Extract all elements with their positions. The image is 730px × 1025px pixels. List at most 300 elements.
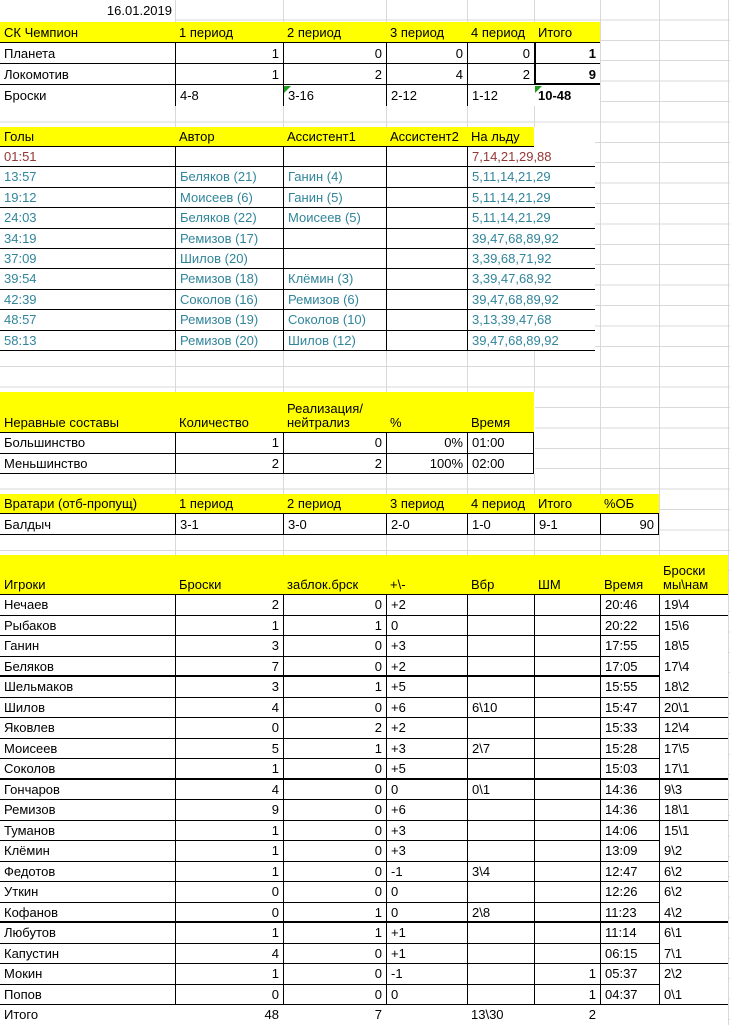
cell[interactable] — [467, 677, 534, 698]
cell[interactable]: 7\1 — [659, 944, 728, 965]
goal-time-cell[interactable]: 42:39 — [0, 290, 175, 310]
table-row — [0, 64, 600, 85]
cell[interactable] — [467, 964, 534, 985]
cell[interactable]: 0 — [283, 985, 386, 1006]
goal-time-cell[interactable]: 37:09 — [0, 249, 175, 269]
assist2-cell[interactable] — [386, 310, 467, 330]
player-name-cell[interactable]: Рыбаков — [0, 616, 175, 637]
cell[interactable]: 9-1 — [534, 514, 600, 535]
cell[interactable] — [467, 841, 534, 862]
cell[interactable]: 100% — [386, 454, 467, 475]
cell[interactable]: +6 — [386, 698, 467, 719]
table-row — [0, 595, 728, 616]
cell[interactable]: -1 — [386, 964, 467, 985]
cell[interactable]: 02:00 — [467, 454, 534, 475]
total-cell[interactable]: Итого — [4, 1007, 39, 1022]
cell[interactable]: 15:28 — [600, 739, 659, 760]
assist1-cell[interactable]: Ремизов (6) — [283, 290, 386, 310]
assist2-cell[interactable] — [386, 229, 467, 249]
header-cell[interactable]: Ассистент1 — [283, 127, 386, 147]
player-name-cell[interactable]: Попов — [0, 985, 175, 1006]
goal-time-cell[interactable]: 39:54 — [0, 269, 175, 289]
cell[interactable]: 0\1 — [467, 780, 534, 801]
player-name-cell[interactable]: Мокин — [0, 964, 175, 985]
date-cell[interactable]: 16.01.2019 — [0, 1, 175, 21]
cell[interactable] — [467, 923, 534, 944]
cell[interactable]: 1 — [283, 923, 386, 944]
cell[interactable]: 12:26 — [600, 882, 659, 903]
player-name-cell[interactable]: Соколов — [0, 759, 175, 780]
on-ice-cell[interactable]: 39,47,68,89,92 — [467, 229, 595, 249]
cell[interactable]: 0 — [175, 985, 283, 1006]
total-cell[interactable]: 2 — [588, 1007, 596, 1022]
header-cell[interactable]: 4 период — [467, 494, 534, 514]
cell[interactable]: 15:47 — [600, 698, 659, 719]
cell[interactable]: 6\2 — [659, 882, 728, 903]
player-name-cell[interactable]: Клёмин — [0, 841, 175, 862]
cell[interactable]: 15:03 — [600, 759, 659, 780]
header-cell[interactable]: Время — [467, 392, 534, 433]
assist2-cell[interactable] — [386, 269, 467, 289]
player-name-cell[interactable]: Гончаров — [0, 780, 175, 801]
cell[interactable]: 2-12 — [386, 85, 467, 106]
cell[interactable]: 0 — [283, 964, 386, 985]
header-cell[interactable]: Автор — [175, 127, 283, 147]
cell[interactable]: 2\8 — [467, 903, 534, 924]
cell[interactable]: 9\2 — [659, 841, 728, 862]
cell[interactable]: 18\2 — [659, 677, 728, 698]
author-cell[interactable]: Беляков (21) — [175, 167, 283, 187]
cell[interactable]: 1 — [534, 985, 600, 1006]
on-ice-cell[interactable]: 7,14,21,29,88 — [467, 147, 595, 167]
author-cell[interactable]: Ремизов (20) — [175, 331, 283, 351]
cell[interactable]: 0 — [175, 718, 283, 739]
cell[interactable]: 3-1 — [175, 514, 283, 535]
table-row — [0, 821, 728, 842]
cell[interactable]: 0 — [386, 43, 467, 64]
cell[interactable]: 0 — [283, 698, 386, 719]
cell[interactable] — [467, 636, 534, 657]
cell[interactable]: +5 — [386, 759, 467, 780]
cell[interactable]: 18\5 — [659, 636, 728, 657]
header-cell[interactable]: Вбр — [467, 555, 534, 595]
cell[interactable]: 0 — [386, 780, 467, 801]
goalie-name-cell[interactable]: Балдыч — [0, 514, 175, 535]
cell[interactable] — [534, 698, 600, 719]
cell[interactable] — [467, 821, 534, 842]
player-name-cell[interactable]: Яковлев — [0, 718, 175, 739]
cell[interactable]: 0 — [283, 862, 386, 883]
cell[interactable]: 5 — [175, 739, 283, 760]
cell[interactable]: 4\2 — [659, 903, 728, 924]
cell[interactable]: 19\4 — [659, 595, 728, 616]
cell[interactable]: 2 — [283, 454, 386, 475]
header-cell[interactable]: Игроки — [0, 555, 175, 595]
header-cell[interactable]: Количество — [175, 392, 283, 433]
author-cell[interactable]: Ремизов (19) — [175, 310, 283, 330]
cell[interactable] — [534, 636, 600, 657]
assist1-cell[interactable]: Моисеев (5) — [283, 208, 386, 228]
table-row — [0, 677, 728, 698]
cell[interactable]: 17\1 — [659, 759, 728, 780]
header-cell[interactable]: 1 период — [175, 494, 283, 514]
cell[interactable]: 90 — [600, 514, 659, 535]
total-cell[interactable] — [386, 1005, 467, 1025]
player-name-cell[interactable]: Нечаев — [0, 595, 175, 616]
cell[interactable]: 0 — [283, 821, 386, 842]
cell[interactable] — [467, 882, 534, 903]
author-cell[interactable]: Шилов (20) — [175, 249, 283, 269]
cell[interactable]: 0 — [283, 780, 386, 801]
header-cell[interactable]: Ассистент2 — [386, 127, 467, 147]
goal-time-cell[interactable]: 19:12 — [0, 188, 175, 208]
cell[interactable]: 3-0 — [283, 514, 386, 535]
gridline — [728, 0, 729, 1025]
row-label-cell[interactable]: Локомотив — [0, 64, 175, 85]
table-row — [0, 841, 728, 862]
cell[interactable]: 06:15 — [600, 944, 659, 965]
cell[interactable]: 0% — [386, 433, 467, 454]
cell[interactable] — [467, 944, 534, 965]
on-ice-cell[interactable]: 39,47,68,89,92 — [467, 331, 595, 351]
cell[interactable]: 3 — [175, 677, 283, 698]
cell[interactable] — [534, 718, 600, 739]
header-cell[interactable]: Броски мы\нам — [659, 555, 728, 595]
cell[interactable]: 1 — [175, 433, 283, 454]
cell[interactable]: 20:46 — [600, 595, 659, 616]
cell[interactable]: 0 — [283, 800, 386, 821]
cell[interactable]: 14:36 — [600, 800, 659, 821]
cell[interactable]: +6 — [386, 800, 467, 821]
cell[interactable]: 2 — [283, 64, 386, 85]
total-cell[interactable]: 10-48 — [538, 88, 572, 103]
header-cell[interactable]: %ОБ — [600, 494, 659, 514]
cell[interactable]: 17\5 — [659, 739, 728, 760]
author-cell[interactable]: Беляков (22) — [175, 208, 283, 228]
header-cell[interactable]: ШМ — [534, 555, 600, 595]
assist1-cell[interactable]: Ганин (5) — [283, 188, 386, 208]
cell[interactable] — [534, 616, 600, 637]
cell[interactable]: +2 — [386, 657, 467, 678]
on-ice-cell[interactable]: 3,39,68,71,92 — [467, 249, 595, 269]
cell[interactable]: 3\4 — [467, 862, 534, 883]
header-cell[interactable]: 4 период — [467, 22, 534, 43]
cell[interactable]: 15\1 — [659, 821, 728, 842]
cell[interactable]: 6\10 — [467, 698, 534, 719]
total-cell[interactable] — [659, 1005, 728, 1025]
header-cell[interactable]: 3 период — [386, 22, 467, 43]
table-row — [0, 514, 659, 535]
author-cell[interactable]: Моисеев (6) — [175, 188, 283, 208]
cell[interactable]: 0 — [386, 882, 467, 903]
assist1-cell[interactable]: Соколов (10) — [283, 310, 386, 330]
on-ice-cell[interactable]: 39,47,68,89,92 — [467, 290, 595, 310]
cell[interactable]: 1-0 — [467, 514, 534, 535]
cell[interactable]: 0 — [283, 43, 386, 64]
player-name-cell[interactable]: Шельмаков — [0, 677, 175, 698]
cell[interactable] — [467, 985, 534, 1006]
assist2-cell[interactable] — [386, 147, 467, 167]
player-name-cell[interactable]: Уткин — [0, 882, 175, 903]
cell[interactable]: 14:06 — [600, 821, 659, 842]
player-name-cell[interactable]: Кофанов — [0, 903, 175, 924]
cell[interactable]: 1 — [283, 677, 386, 698]
assist1-cell[interactable] — [283, 249, 386, 269]
cell[interactable] — [534, 800, 600, 821]
player-name-cell[interactable]: Шилов — [0, 698, 175, 719]
cell[interactable]: 11:23 — [600, 903, 659, 924]
header-cell[interactable]: Реализация/нейтрализ — [283, 392, 386, 433]
cell[interactable]: +2 — [386, 595, 467, 616]
cell[interactable]: 11:14 — [600, 923, 659, 944]
cell[interactable]: 20\1 — [659, 698, 728, 719]
table-row — [0, 494, 659, 514]
goal-time-cell[interactable]: 24:03 — [0, 208, 175, 228]
cell[interactable]: 17:55 — [600, 636, 659, 657]
cell[interactable] — [534, 595, 600, 616]
player-name-cell[interactable]: Любутов — [0, 923, 175, 944]
cell[interactable]: 0 — [467, 43, 534, 64]
cell[interactable]: 15:33 — [600, 718, 659, 739]
header-cell[interactable]: 2 период — [283, 494, 386, 514]
cell[interactable]: 1 — [175, 841, 283, 862]
header-cell[interactable]: Голы — [0, 127, 175, 147]
cell[interactable]: 4 — [175, 944, 283, 965]
cell[interactable]: +3 — [386, 841, 467, 862]
cell[interactable]: +2 — [386, 718, 467, 739]
cell[interactable]: 17\4 — [659, 657, 728, 678]
total-cell[interactable]: 1 — [534, 43, 600, 64]
cell[interactable] — [467, 595, 534, 616]
cell[interactable]: +3 — [386, 739, 467, 760]
cell[interactable] — [534, 759, 600, 780]
cell[interactable]: 15:55 — [600, 677, 659, 698]
player-name-cell[interactable]: Ганин — [0, 636, 175, 657]
cell[interactable]: 0 — [283, 759, 386, 780]
assist1-cell[interactable]: Клёмин (3) — [283, 269, 386, 289]
cell[interactable]: 0 — [175, 903, 283, 924]
cell[interactable]: 04:37 — [600, 985, 659, 1006]
cell[interactable]: 0 — [283, 636, 386, 657]
cell[interactable] — [467, 718, 534, 739]
table-row — [0, 43, 600, 64]
player-name-cell[interactable]: Туманов — [0, 821, 175, 842]
cell[interactable]: 6\1 — [659, 923, 728, 944]
total-cell[interactable]: 13\30 — [471, 1007, 504, 1022]
cell[interactable] — [534, 657, 600, 678]
header-cell[interactable]: +\- — [386, 555, 467, 595]
cell[interactable]: 17:05 — [600, 657, 659, 678]
table-row — [0, 862, 728, 883]
assist1-cell[interactable] — [283, 147, 386, 167]
cell[interactable]: 05:37 — [600, 964, 659, 985]
total-cell[interactable]: 48 — [264, 1007, 279, 1022]
author-cell[interactable]: Ремизов (17) — [175, 229, 283, 249]
cell[interactable]: 1 — [175, 821, 283, 842]
cell[interactable]: 0 — [283, 657, 386, 678]
cell[interactable]: 1 — [175, 923, 283, 944]
cell[interactable]: 0 — [386, 985, 467, 1006]
cell[interactable]: 0 — [283, 595, 386, 616]
goalies-table — [0, 494, 659, 535]
player-name-cell[interactable]: Федотов — [0, 862, 175, 883]
cell[interactable]: +1 — [386, 944, 467, 965]
cell[interactable] — [534, 923, 600, 944]
cell[interactable]: 0 — [283, 882, 386, 903]
cell[interactable]: 2\7 — [467, 739, 534, 760]
cell[interactable]: 1 — [283, 903, 386, 924]
cell[interactable] — [534, 903, 600, 924]
assist2-cell[interactable] — [386, 167, 467, 187]
header-cell[interactable]: Броски — [175, 555, 283, 595]
total-cell[interactable]: 9 — [534, 64, 600, 85]
goal-time-cell[interactable]: 58:13 — [0, 331, 175, 351]
cell[interactable]: 4-8 — [175, 85, 283, 106]
cell[interactable]: 2 — [175, 454, 283, 475]
header-cell[interactable]: Итого — [534, 22, 600, 43]
assist2-cell[interactable] — [386, 208, 467, 228]
cell[interactable] — [467, 657, 534, 678]
header-cell[interactable]: На льду — [467, 127, 534, 147]
on-ice-cell[interactable]: 5,11,14,21,29 — [467, 167, 595, 187]
player-name-cell[interactable]: Моисеев — [0, 739, 175, 760]
cell[interactable] — [467, 616, 534, 637]
on-ice-cell[interactable]: 5,11,14,21,29 — [467, 208, 595, 228]
header-cell[interactable]: Неравные составы — [0, 392, 175, 433]
cell[interactable]: 14:36 — [600, 780, 659, 801]
cell[interactable]: 1 — [283, 739, 386, 760]
header-cell[interactable]: заблок.брск — [283, 555, 386, 595]
assist1-cell[interactable] — [283, 229, 386, 249]
goal-time-cell[interactable]: 01:51 — [0, 147, 175, 167]
cell[interactable] — [534, 862, 600, 883]
header-cell[interactable]: % — [386, 392, 467, 433]
cell[interactable]: 13:09 — [600, 841, 659, 862]
cell[interactable]: 1 — [283, 616, 386, 637]
cell[interactable]: +1 — [386, 923, 467, 944]
cell[interactable] — [534, 882, 600, 903]
cell[interactable]: 1 — [175, 616, 283, 637]
cell[interactable]: 2 — [175, 595, 283, 616]
cell[interactable] — [534, 841, 600, 862]
row-label-cell[interactable]: Большинство — [0, 433, 175, 454]
assist1-cell[interactable]: Ганин (4) — [283, 167, 386, 187]
cell[interactable]: 1 — [175, 862, 283, 883]
cell[interactable]: 1 — [175, 64, 283, 85]
cell[interactable]: 1 — [534, 964, 600, 985]
table-row — [0, 188, 595, 208]
cell[interactable]: 4 — [175, 780, 283, 801]
goals-table — [0, 127, 595, 351]
cell[interactable]: 18\1 — [659, 800, 728, 821]
player-name-cell[interactable]: Ремизов — [0, 800, 175, 821]
goal-time-cell[interactable]: 13:57 — [0, 167, 175, 187]
goal-time-cell[interactable]: 34:19 — [0, 229, 175, 249]
total-cell[interactable]: 7 — [374, 1007, 382, 1022]
table-row — [0, 657, 728, 678]
player-name-cell[interactable]: Беляков — [0, 657, 175, 678]
cell[interactable] — [534, 677, 600, 698]
header-cell[interactable]: 1 период — [175, 22, 283, 43]
author-cell[interactable]: Ремизов (18) — [175, 269, 283, 289]
cell[interactable]: 9 — [175, 800, 283, 821]
cell[interactable]: 7 — [175, 657, 283, 678]
cell[interactable]: 0 — [283, 944, 386, 965]
cell[interactable]: 1 — [175, 964, 283, 985]
cell[interactable]: 1 — [175, 759, 283, 780]
on-ice-cell[interactable]: 5,11,14,21,29 — [467, 188, 595, 208]
cell[interactable]: 0 — [283, 433, 386, 454]
cell[interactable]: +3 — [386, 636, 467, 657]
cell[interactable]: 2-0 — [386, 514, 467, 535]
player-name-cell[interactable]: Капустин — [0, 944, 175, 965]
cell[interactable]: 3-16 — [283, 85, 386, 106]
assist2-cell[interactable] — [386, 188, 467, 208]
cell[interactable] — [467, 800, 534, 821]
header-cell[interactable]: 3 период — [386, 494, 467, 514]
cell[interactable]: 20:22 — [600, 616, 659, 637]
table-row — [0, 759, 728, 780]
cell[interactable]: 2\2 — [659, 964, 728, 985]
cell[interactable]: 0 — [175, 882, 283, 903]
cell[interactable]: +3 — [386, 821, 467, 842]
cell[interactable]: 12\4 — [659, 718, 728, 739]
cell[interactable]: 0\1 — [659, 985, 728, 1006]
row-label-cell[interactable]: Меньшинство — [0, 454, 175, 475]
cell[interactable] — [467, 759, 534, 780]
cell[interactable] — [534, 821, 600, 842]
cell[interactable]: +5 — [386, 677, 467, 698]
header-cell[interactable]: Время — [600, 555, 659, 595]
cell[interactable]: 4 — [175, 698, 283, 719]
author-cell[interactable] — [175, 147, 283, 167]
cell[interactable]: -1 — [386, 862, 467, 883]
assist2-cell[interactable] — [386, 290, 467, 310]
cell[interactable]: 12:47 — [600, 862, 659, 883]
goal-time-cell[interactable]: 48:57 — [0, 310, 175, 330]
cell[interactable] — [534, 944, 600, 965]
cell[interactable]: 0 — [386, 616, 467, 637]
cell[interactable]: 0 — [386, 903, 467, 924]
cell[interactable]: 15\6 — [659, 616, 728, 637]
cell[interactable] — [534, 739, 600, 760]
on-ice-cell[interactable]: 3,13,39,47,68 — [467, 310, 595, 330]
cell[interactable]: 0 — [283, 841, 386, 862]
assist1-cell[interactable]: Шилов (12) — [283, 331, 386, 351]
cell[interactable] — [534, 780, 600, 801]
row-label-cell[interactable]: Броски — [4, 88, 47, 103]
author-cell[interactable]: Соколов (16) — [175, 290, 283, 310]
cell[interactable]: 2 — [467, 64, 534, 85]
header-cell[interactable]: Вратари (отб-пропущ) — [0, 494, 175, 514]
cell[interactable]: 2 — [283, 718, 386, 739]
cell[interactable]: 1-12 — [467, 85, 534, 106]
assist2-cell[interactable] — [386, 249, 467, 269]
cell[interactable]: 6\2 — [659, 862, 728, 883]
cell[interactable]: 4 — [386, 64, 467, 85]
cell[interactable]: 3 — [175, 636, 283, 657]
assist2-cell[interactable] — [386, 331, 467, 351]
header-cell[interactable]: 2 период — [283, 22, 386, 43]
header-cell[interactable]: Итого — [534, 494, 600, 514]
total-cell[interactable] — [600, 1005, 659, 1025]
cell[interactable]: 01:00 — [467, 433, 534, 454]
cell[interactable]: 9\3 — [659, 780, 728, 801]
cell[interactable]: 1 — [175, 43, 283, 64]
row-label-cell[interactable]: Планета — [0, 43, 175, 64]
on-ice-cell[interactable]: 3,39,47,68,92 — [467, 269, 595, 289]
header-cell[interactable]: СК Чемпион — [0, 22, 175, 43]
